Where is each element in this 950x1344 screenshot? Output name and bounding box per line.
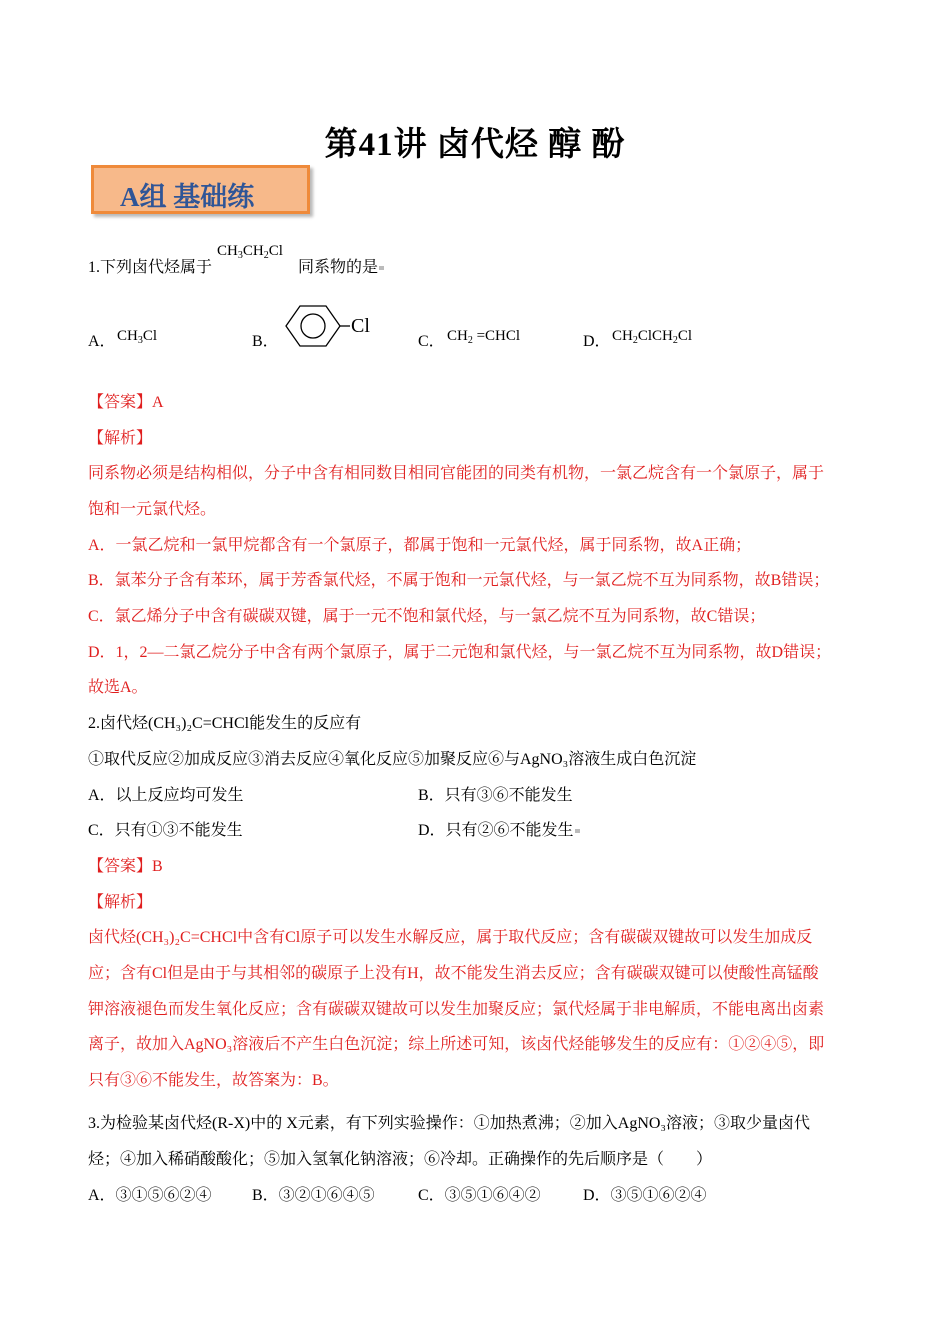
q2-option-d: D．只有②⑥不能发生	[418, 821, 580, 841]
q1-option-c-label: C．	[418, 333, 445, 350]
q1-stem-suffix: 同系物的是	[298, 258, 384, 278]
q1-analysis-line: D．1，2—二氯乙烷分子中含有两个氯原子，属于二元饱和氯代烃，与一氯乙烷不互为同系物，故D错误；	[88, 644, 832, 661]
q2-analysis-line: 卤代烃(CH₃)₂C=CHCl中含有Cl原子可以发生水解反应，属于取代反应；含有碳碳双键故可以发生加成反	[88, 929, 813, 946]
q3-stem-line: 3.为检验某卤代烃(R-X)中的 X元素，有下列实验操作：①加热煮沸；②加入AgNO₃溶液；③取少量卤代	[88, 1115, 811, 1132]
q1-analysis-line: C．氯乙烯分子中含有碳碳双键，属于一元不饱和氯代烃，与一氯乙烷不互为同系物，故C错误；	[88, 608, 766, 625]
q3-option-d: D．③⑤①⑥②④	[583, 1187, 707, 1204]
q1-option-c-formula: $CH_2$ =CHCl	[447, 328, 521, 346]
q1-answer: 【答案】A	[88, 394, 164, 411]
page-title: 第41讲 卤代烃 醇 酚	[324, 127, 626, 163]
q1-option-b-label: B．	[252, 333, 279, 350]
q1-analysis-line: A．一氯乙烷和一氯甲烷都含有一个氯原子，都属于饱和一元氯代烃，属于同系物，故A正确；	[88, 537, 752, 554]
q2-option-a: A．以上反应均可发生	[88, 787, 244, 804]
section-banner	[91, 165, 310, 214]
section-banner-label: A组 基础练	[120, 182, 255, 212]
q1-analysis-line: 故选A。	[88, 679, 148, 696]
q3-option-b: B．③②①⑥④⑤	[252, 1187, 375, 1204]
q2-option-c: C．只有①③不能发生	[88, 822, 243, 839]
q1-stem-formula: $CH_3CH_2Cl$	[217, 243, 283, 261]
q2-analysis-line: 只有③⑥不能发生，故答案为：B。	[88, 1072, 339, 1089]
q3-option-c: C．③⑤①⑥④②	[418, 1187, 541, 1204]
q3-option-a: A．③①⑤⑥②④	[88, 1187, 212, 1204]
q1-analysis-line: 同系物必须是结构相似，分子中含有相同数目相同官能团的同类有机物，一氯乙烷含有一个氯原子，属于	[88, 465, 825, 482]
q2-option-b: B．只有③⑥不能发生	[418, 787, 573, 804]
q2-answer: 【答案】B	[88, 858, 163, 875]
q1-stem-prefix: 1.下列卤代烃属于	[88, 259, 213, 276]
q1-option-d-label: D．	[583, 333, 611, 350]
q1-analysis-line: B．氯苯分子含有苯环，属于芳香氯代烃，不属于饱和一元氯代烃，与一氯乙烷不互为同系物，故B错误；	[88, 572, 830, 589]
q3-stem-line: 烃；④加入稀硝酸酸化；⑤加入氢氧化钠溶液；⑥冷却。正确操作的先后顺序是（ ）	[88, 1151, 713, 1168]
q2-analysis-line: 应；含有Cl但是由于与其相邻的碳原子上没有H，故不能发生消去反应；含有碳碳双键可以使酸性高锰酸	[88, 965, 819, 982]
q1-analysis-label: 【解析】	[88, 430, 153, 447]
q1-option-a-formula: $CH_3Cl$	[117, 328, 158, 346]
q2-analysis-line: 钾溶液褪色而发生氧化反应；含有碳碳双键故可以发生加聚反应；氯代烃属于非电解质，不能电离出卤素	[88, 1001, 825, 1018]
q1-option-d-formula: $CH_2ClCH_2Cl$	[612, 328, 693, 346]
q1-option-a-label: A．	[88, 333, 116, 350]
q2-analysis-line: 离子，故加入AgNO₃溶液后不产生白色沉淀；综上所述可知，该卤代烃能够发生的反应有：①②④⑤，即	[88, 1036, 825, 1053]
q1-analysis-line: 饱和一元氯代烃。	[88, 501, 217, 518]
q2-stem: 2.卤代烃(CH₃)₂C=CHCl能发生的反应有	[88, 715, 362, 732]
q2-analysis-label: 【解析】	[88, 894, 153, 911]
q1-option-b-formula: Cl	[351, 315, 370, 337]
q2-reactions: ①取代反应②加成反应③消去反应④氧化反应⑤加聚反应⑥与AgNO₃溶液生成白色沉淀	[88, 751, 697, 768]
